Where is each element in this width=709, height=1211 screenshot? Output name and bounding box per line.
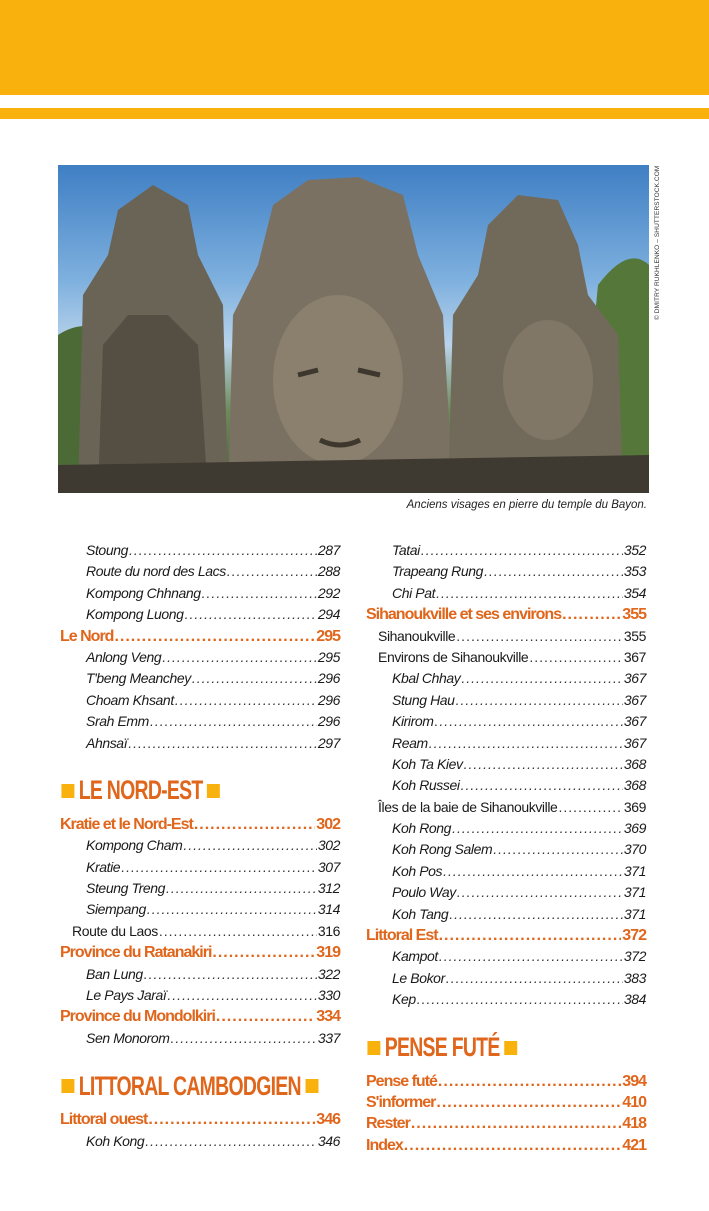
page-number: 302 <box>317 837 340 854</box>
toc-entry-sihanoukville[interactable] <box>366 628 646 649</box>
toc-section-s-informer[interactable] <box>366 1094 646 1115</box>
dot-leader <box>183 837 316 853</box>
toc-entry-le-pays-jarai[interactable] <box>60 987 340 1008</box>
page-number: 367 <box>623 648 646 665</box>
dot-leader <box>461 777 623 793</box>
chapter-heading-le-nord-est <box>60 774 224 808</box>
entry-label: Kirirom <box>392 713 434 730</box>
page-number: 352 <box>623 542 646 558</box>
dot-leader <box>148 1111 315 1129</box>
page-number: 322 <box>317 965 340 982</box>
toc-entry-srah-emm[interactable] <box>60 713 340 734</box>
dot-leader <box>438 1073 621 1091</box>
entry-label: Le Pays Jaraï <box>86 987 167 1004</box>
toc-entry-ahnsai[interactable] <box>60 735 340 756</box>
entry-label: Koh Rong <box>392 820 452 837</box>
photo-credit-text: © DMITRY RUKHLENKO – SHUTTERSTOCK.COM <box>654 165 661 320</box>
entry-label: Srah Emm <box>86 713 149 730</box>
page-number: 297 <box>317 734 340 751</box>
page-number: 346 <box>316 1111 340 1129</box>
page-number: 346 <box>317 1132 340 1149</box>
page-number: 410 <box>622 1093 646 1111</box>
dot-leader <box>456 692 623 708</box>
entry-label: Ream <box>392 734 428 751</box>
toc-entry-sen-monorom[interactable] <box>60 1030 340 1051</box>
dot-leader <box>192 670 317 686</box>
page-number: 383 <box>623 969 646 986</box>
entry-label: Environs de Sihanoukville <box>378 648 529 665</box>
entry-label: Poulo Way <box>392 884 456 901</box>
header-band <box>0 0 709 95</box>
page-number: 371 <box>623 884 646 901</box>
toc-entry-trapeang-rung[interactable] <box>366 563 646 584</box>
page-number: 367 <box>623 734 646 751</box>
entry-label: Index <box>366 1136 403 1154</box>
entry-label: Koh Tang <box>392 905 449 922</box>
entry-label: Province du Ratanakiri <box>60 944 212 962</box>
dot-leader <box>185 606 317 622</box>
toc-entry-tatai[interactable] <box>366 542 646 563</box>
page-number: 372 <box>623 948 646 965</box>
dot-leader <box>439 948 623 964</box>
dot-leader <box>436 1094 621 1112</box>
toc-column-right <box>366 542 646 1158</box>
toc-entry-koh-ta-kiev[interactable] <box>366 756 646 777</box>
dot-leader <box>493 841 623 857</box>
entry-label: Province du Mondolkiri <box>60 1008 215 1026</box>
dot-leader <box>404 1137 622 1155</box>
entry-label: Koh Pos <box>392 862 443 879</box>
entry-label: Route du nord des Lacs <box>86 563 226 580</box>
toc-entry-route-du-laos[interactable] <box>60 923 340 944</box>
entry-label: Kratie et le Nord-Est <box>60 815 193 833</box>
page-number: 421 <box>622 1136 646 1154</box>
toc-entry-route-du-nord-des-lacs[interactable] <box>60 563 340 584</box>
page-number: 334 <box>316 1008 340 1026</box>
page-number: 354 <box>623 584 646 601</box>
entry-label: Kratie <box>86 858 121 875</box>
entry-label: Kampot <box>392 948 438 965</box>
page-number: 302 <box>316 815 340 833</box>
chapter-title: LE NORD-EST <box>78 775 203 806</box>
dot-leader <box>464 756 623 772</box>
page-number: 370 <box>623 841 646 858</box>
dot-leader <box>435 713 623 729</box>
page-number: 314 <box>317 901 340 918</box>
entry-label: Kompong Luong <box>86 606 184 623</box>
dot-leader <box>121 859 317 875</box>
toc-column-left <box>60 542 340 1154</box>
square-bullet-icon <box>305 1079 318 1093</box>
entry-label: Sen Monorom <box>86 1029 170 1046</box>
page-number: 307 <box>317 858 340 875</box>
dot-leader <box>145 1133 317 1149</box>
entry-label: S'informer <box>366 1093 436 1111</box>
toc-entry-chi-pat[interactable] <box>366 585 646 606</box>
entry-label: Steung Treng <box>86 880 165 897</box>
page-number: 330 <box>317 987 340 1004</box>
page-number: 312 <box>317 880 340 897</box>
page-number: 296 <box>317 691 340 708</box>
toc-entry-le-bokor[interactable] <box>366 970 646 991</box>
toc-section-rester[interactable] <box>366 1115 646 1136</box>
dot-leader <box>417 991 623 1007</box>
page-number: 316 <box>317 922 340 939</box>
page-number: 337 <box>317 1029 340 1046</box>
toc-entry-kbal-chhay[interactable] <box>366 670 646 691</box>
dot-leader <box>457 884 623 900</box>
toc-entry-kompong-cham[interactable] <box>60 837 340 858</box>
bayon-temple-photo <box>58 165 649 493</box>
dot-leader <box>216 1008 315 1026</box>
photo-caption: Anciens visages en pierre du temple du Bayon. <box>406 499 647 511</box>
chapter-title: PENSE FUTÉ <box>384 1032 500 1063</box>
page-number: 355 <box>623 627 646 644</box>
entry-label: Chi Pat <box>392 584 436 601</box>
toc-section-kratie-et-le-nord-est[interactable] <box>60 816 340 837</box>
square-bullet-icon <box>367 1041 380 1055</box>
page-number: 319 <box>316 944 340 962</box>
toc-section-province-du-ratanakiri[interactable] <box>60 944 340 965</box>
page-number: 371 <box>623 862 646 879</box>
toc-entry-kirirom[interactable] <box>366 713 646 734</box>
dot-leader <box>449 906 623 922</box>
entry-label: Îles de la baie de Sihanoukville <box>378 798 558 815</box>
entry-label: Choam Khsant <box>86 691 174 708</box>
dot-leader <box>446 970 623 986</box>
entry-label: Sihanoukville <box>378 627 456 644</box>
dot-leader <box>411 1115 621 1133</box>
toc-entry-koh-russei[interactable] <box>366 777 646 798</box>
toc-entry-koh-pos[interactable] <box>366 863 646 884</box>
page-number: 384 <box>623 991 646 1008</box>
dot-leader <box>436 585 623 601</box>
chapter-heading-pense-fute <box>366 1031 521 1065</box>
page-number: 296 <box>317 670 340 687</box>
entry-label: Koh Kong <box>86 1132 145 1149</box>
toc-entry-kampot[interactable] <box>366 948 646 969</box>
page-number: 296 <box>317 713 340 730</box>
dot-leader <box>429 735 623 751</box>
toc-section-pense-fute[interactable] <box>366 1073 646 1094</box>
page-number: 355 <box>622 606 646 624</box>
entry-label: Koh Russei <box>392 777 460 794</box>
toc-section-sihanoukville-et-ses-environs[interactable] <box>366 606 646 627</box>
dot-leader <box>114 628 315 646</box>
toc-section-index[interactable] <box>366 1137 646 1158</box>
toc-entry-stung-hau[interactable] <box>366 692 646 713</box>
toc-section-littoral-ouest[interactable] <box>60 1111 340 1132</box>
dot-leader <box>144 966 317 982</box>
dot-leader <box>443 863 623 879</box>
entry-label: Littoral Est <box>366 927 438 945</box>
dot-leader <box>194 816 315 834</box>
toc-entry-choam-khsant[interactable] <box>60 692 340 713</box>
entry-label: Siempang <box>86 901 146 918</box>
dot-leader <box>421 542 623 558</box>
entry-label: Stung Hau <box>392 691 455 708</box>
dot-leader <box>461 670 622 686</box>
dot-leader <box>456 628 623 644</box>
square-bullet-icon <box>504 1041 517 1055</box>
entry-label: Le Bokor <box>392 969 445 986</box>
dot-leader <box>558 799 622 815</box>
entry-label: Route du Laos <box>72 922 158 939</box>
entry-label: Pense futé <box>366 1072 437 1090</box>
temple-illustration <box>58 165 649 493</box>
entry-label: Ahnsaï <box>86 734 128 751</box>
page-number: 367 <box>623 670 646 687</box>
dot-leader <box>147 901 317 917</box>
page-number: 367 <box>623 691 646 708</box>
toc-entry-iles-de-la-baie-de-sihanoukville[interactable] <box>366 799 646 820</box>
toc-entry-steung-treng[interactable] <box>60 880 340 901</box>
dot-leader <box>202 585 317 601</box>
dot-leader <box>129 542 317 558</box>
square-bullet-icon <box>207 784 220 798</box>
entry-label: Sihanoukville et ses environs <box>366 606 562 624</box>
toc-entry-koh-kong[interactable] <box>60 1133 340 1154</box>
toc-entry-environs-de-sihanoukville[interactable] <box>366 649 646 670</box>
page-number: 369 <box>623 798 646 815</box>
entry-label: Stoung <box>86 542 128 558</box>
entry-label: Kompong Chhnang <box>86 584 201 601</box>
chapter-title: LITTORAL CAMBODGIEN <box>78 1070 301 1101</box>
page-number: 367 <box>623 713 646 730</box>
photo-credit <box>646 165 662 320</box>
dot-leader <box>166 880 317 896</box>
page-number: 371 <box>623 905 646 922</box>
toc-entry-stoung[interactable] <box>60 542 340 563</box>
toc-entry-kompong-chhnang[interactable] <box>60 585 340 606</box>
dot-leader <box>175 692 317 708</box>
entry-label: Trapeang Rung <box>392 563 484 580</box>
dot-leader <box>128 735 317 751</box>
page-number: 287 <box>317 542 340 558</box>
toc-section-littoral-est[interactable] <box>366 927 646 948</box>
page-number: 288 <box>317 563 340 580</box>
entry-label: Littoral ouest <box>60 1111 148 1129</box>
toc-entry-anlong-veng[interactable] <box>60 649 340 670</box>
dot-leader <box>162 649 317 665</box>
page-number: 292 <box>317 584 340 601</box>
dot-leader <box>484 563 623 579</box>
entry-label: Tatai <box>392 542 420 558</box>
toc-entry-siempang[interactable] <box>60 901 340 922</box>
dot-leader <box>150 713 317 729</box>
page-number: 369 <box>623 820 646 837</box>
toc-entry-ban-lung[interactable] <box>60 966 340 987</box>
dot-leader <box>159 923 317 939</box>
toc-entry-kratie[interactable] <box>60 859 340 880</box>
page-number: 294 <box>317 606 340 623</box>
toc-section-province-du-mondolkiri[interactable] <box>60 1008 340 1029</box>
toc-entry-koh-tang[interactable] <box>366 906 646 927</box>
entry-label: Ban Lung <box>86 965 143 982</box>
toc-entry-ream[interactable] <box>366 735 646 756</box>
entry-label: Kompong Cham <box>86 837 183 854</box>
page-number: 295 <box>316 627 340 645</box>
dot-leader <box>167 987 316 1003</box>
toc-entry-kep[interactable] <box>366 991 646 1012</box>
toc-entry-kompong-luong[interactable] <box>60 606 340 627</box>
page-number: 418 <box>622 1115 646 1133</box>
square-bullet-icon <box>61 1079 74 1093</box>
toc-entry-koh-rong-salem[interactable] <box>366 841 646 862</box>
dot-leader <box>171 1030 317 1046</box>
header-stripe <box>0 108 709 119</box>
page-number: 353 <box>623 563 646 580</box>
entry-label: Koh Rong Salem <box>392 841 493 858</box>
dot-leader <box>439 927 622 945</box>
page-number: 295 <box>317 648 340 665</box>
page-number: 372 <box>622 927 646 945</box>
toc-entry-koh-rong[interactable] <box>366 820 646 841</box>
dot-leader <box>212 944 315 962</box>
chapter-heading-littoral-cambodgien <box>60 1069 322 1103</box>
page-number: 368 <box>623 755 646 772</box>
toc-entry-poulo-way[interactable] <box>366 884 646 905</box>
square-bullet-icon <box>61 784 74 798</box>
toc-entry-t-beng-meanchey[interactable] <box>60 670 340 691</box>
dot-leader <box>562 606 621 624</box>
entry-label: Koh Ta Kiev <box>392 755 463 772</box>
entry-label: Rester <box>366 1115 410 1133</box>
dot-leader <box>452 820 623 836</box>
entry-label: Kbal Chhay <box>392 670 461 687</box>
page-number: 394 <box>622 1072 646 1090</box>
entry-label: T'beng Meanchey <box>86 670 191 687</box>
dot-leader <box>529 649 623 665</box>
toc-section-le-nord[interactable] <box>60 628 340 649</box>
page-number: 368 <box>623 777 646 794</box>
entry-label: Anlong Veng <box>86 648 162 665</box>
entry-label: Kep <box>392 991 416 1008</box>
dot-leader <box>227 563 317 579</box>
entry-label: Le Nord <box>60 627 114 645</box>
